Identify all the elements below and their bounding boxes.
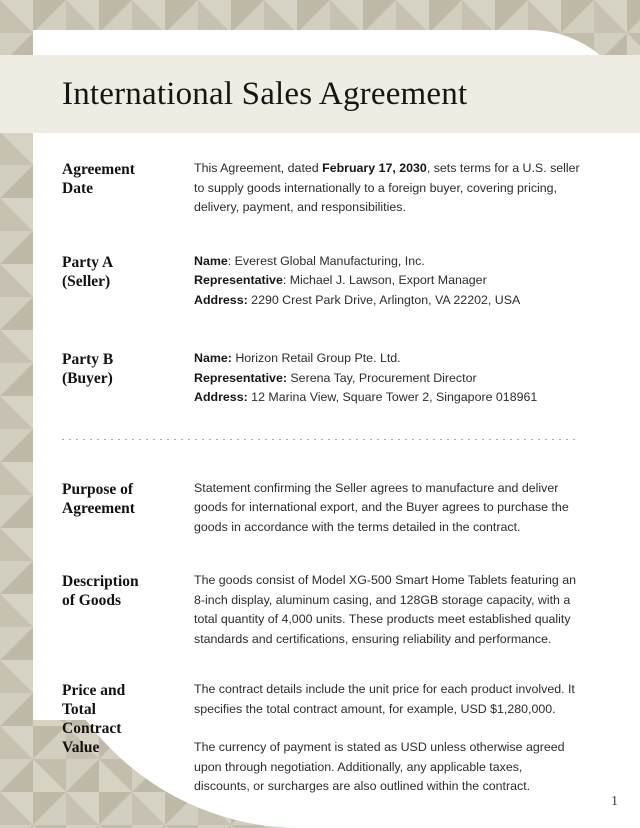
field-key: Representative	[194, 273, 283, 287]
section-price-and-total-contract-value	[0, 680, 640, 797]
section-body-agreement-date	[194, 159, 580, 218]
spacer	[0, 649, 640, 680]
section-label-party-a	[62, 252, 194, 311]
section-label-purpose	[62, 479, 194, 538]
section-label-agreement-date	[62, 159, 194, 218]
field-row	[194, 369, 580, 389]
title-band	[0, 55, 640, 133]
label-line: Party B	[62, 351, 114, 368]
section-label-description-of-goods	[62, 571, 194, 649]
section-label-party-b	[62, 349, 194, 408]
label-line: Agreement	[62, 161, 135, 178]
paragraph: Statement confirming the Seller agrees to manufacture and deliver goods for international export, and the Buyer agrees to purchase the goods in accordance with the terms detailed in the contract.	[194, 480, 569, 534]
section-label-price-and-total-contract-value	[62, 680, 194, 797]
agreement-date-value: February 17, 2030	[322, 161, 427, 175]
label-line: Price and	[62, 682, 126, 699]
spacer	[0, 218, 640, 252]
field-value: Horizon Retail Group Pte. Ltd.	[235, 351, 401, 365]
field-key: Name	[194, 253, 228, 268]
spacer	[0, 537, 640, 571]
paragraph: The currency of payment is stated as USD unless otherwise agreed upon through negotiation. Additionally, any applicable taxes, discounts, or surcharges are also outlined within the contract.	[194, 740, 565, 793]
label-line: (Buyer)	[62, 370, 113, 387]
label-line: Description	[62, 573, 139, 590]
text-post: , sets terms for a U.S. seller to supply goods internationally to a foreign buyer, covering pricing, delivery, payment, and responsibilities.	[194, 161, 580, 214]
section-description-of-goods	[0, 571, 640, 649]
text-pre: This Agreement, dated	[194, 161, 323, 175]
section-body-price-and-total-contract-value	[194, 680, 580, 797]
document-content	[0, 133, 640, 797]
paragraph: The contract details include the unit price for each product involved. It specifies the total contract amount, for example, USD $1,280,000.	[194, 682, 575, 716]
field-value: 2290 Crest Park Drive, Arlington, VA 22202, USA	[251, 292, 521, 307]
field-value: 12 Marina View, Square Tower 2, Singapore 018961	[251, 390, 538, 404]
field-value: Serena Tay, Procurement Director	[290, 370, 477, 385]
label-line: of Goods	[62, 592, 121, 609]
field-sep: :	[282, 273, 290, 287]
section-body-party-a	[194, 252, 580, 311]
field-key: Name:	[194, 351, 232, 365]
label-line: Party A	[62, 253, 114, 271]
spacer	[0, 133, 640, 159]
page-title: International Sales Agreement	[62, 75, 468, 112]
label-line: Contract	[62, 720, 122, 737]
label-line: Value	[62, 739, 100, 756]
page-number: 1	[611, 794, 618, 809]
field-row	[194, 349, 580, 369]
section-purpose	[0, 479, 640, 538]
field-row	[194, 252, 580, 272]
paragraph	[194, 159, 580, 218]
field-row	[194, 271, 580, 291]
paragraph: The goods consist of Model XG-500 Smart Home Tablets featuring an 8-inch display, aluminum casing, and 128GB storage capacity, with a total quantity of 4,000 units. These products meet established quality standards and certifications, ensuring reliability and performance.	[194, 573, 577, 646]
label-line: Total	[62, 701, 96, 718]
section-party-b	[0, 349, 640, 408]
field-sep: :	[227, 253, 235, 268]
spacer	[0, 310, 640, 349]
field-key: Address:	[194, 292, 248, 307]
label-line: (Seller)	[62, 272, 111, 290]
label-line: Date	[62, 180, 93, 197]
field-value: Michael J. Lawson, Export Manager	[289, 273, 487, 287]
spacer	[0, 440, 640, 479]
section-body-party-b	[194, 349, 580, 408]
field-row	[194, 388, 580, 408]
field-key: Address:	[194, 390, 248, 404]
section-agreement-date	[0, 159, 640, 218]
label-line: Agreement	[62, 499, 135, 517]
spacer	[0, 408, 640, 439]
field-row	[194, 291, 580, 311]
label-line: Purpose of	[62, 480, 134, 498]
section-body-purpose	[194, 479, 580, 538]
section-party-a	[0, 252, 640, 311]
field-value: Everest Global Manufacturing, Inc.	[234, 253, 425, 268]
section-body-description-of-goods	[194, 571, 580, 649]
field-key: Representative:	[194, 370, 287, 385]
